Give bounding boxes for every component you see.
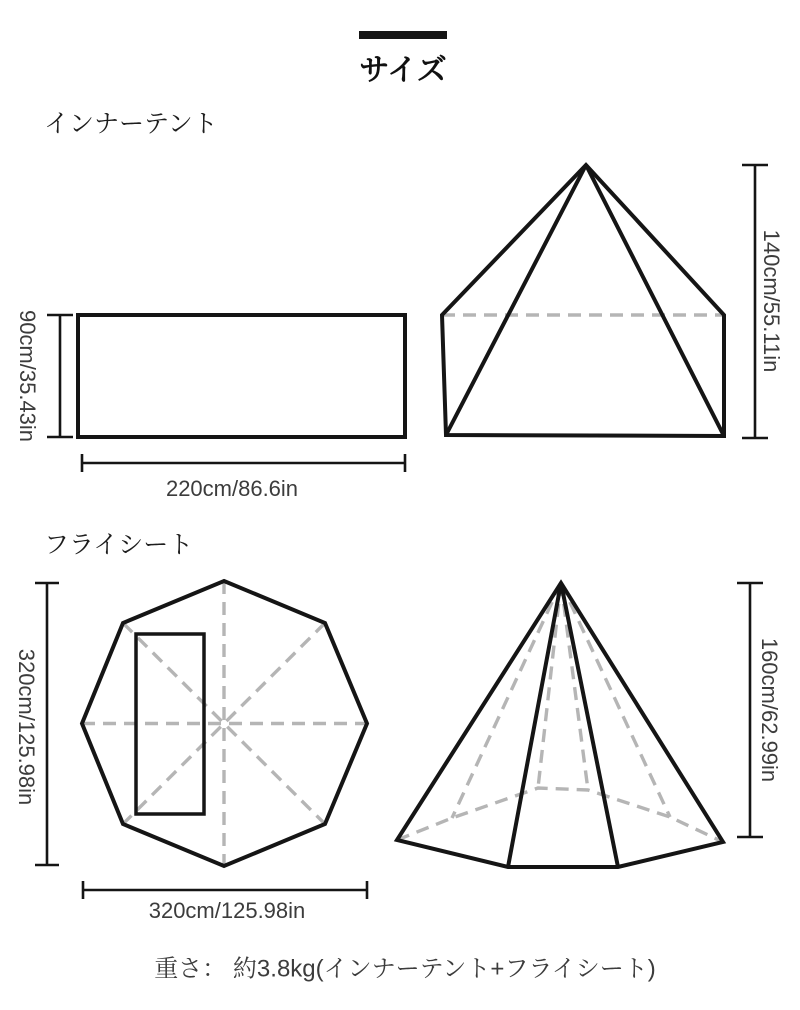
inner-tent-height-label: 90cm/35.43in [15,309,40,443]
title-rule [359,31,447,39]
fly-sheet-peak-height-label: 160cm/62.99in [757,637,782,783]
cone-front-edges [508,583,618,867]
inner-tent-section-label: インナーテント [44,110,218,138]
inner-tent-width-label: 220cm/86.6in [165,476,299,501]
fly-sheet-side-view [397,583,763,867]
cone-outline [397,583,723,867]
fly-sheet-section-label: フライシート [44,531,194,559]
pyramid-outline [442,165,724,436]
inner-tent-floor-rect [78,315,405,437]
fly-sheet-height-label: 320cm/125.98in [14,648,39,806]
fly-sheet-width-dimension-line [83,881,367,899]
inner-tent-peak-height-label: 140cm/55.11in [759,229,784,373]
inner-tent-height-dimension-line [47,315,73,437]
fly-sheet-width-label: 320cm/125.98in [148,898,306,923]
inner-tent-width-dimension-line [82,454,405,472]
page-title: サイズ [359,54,447,87]
inner-tent-side-view [442,165,768,438]
inner-tent-front-view [47,315,405,472]
fly-sheet-top-view [35,581,367,899]
cone-hidden-edges [397,583,723,842]
pyramid-ridge-edges [446,165,724,436]
weight-text: 重さ： 約3.8kg(インナーテント+フライシート) [154,955,656,983]
